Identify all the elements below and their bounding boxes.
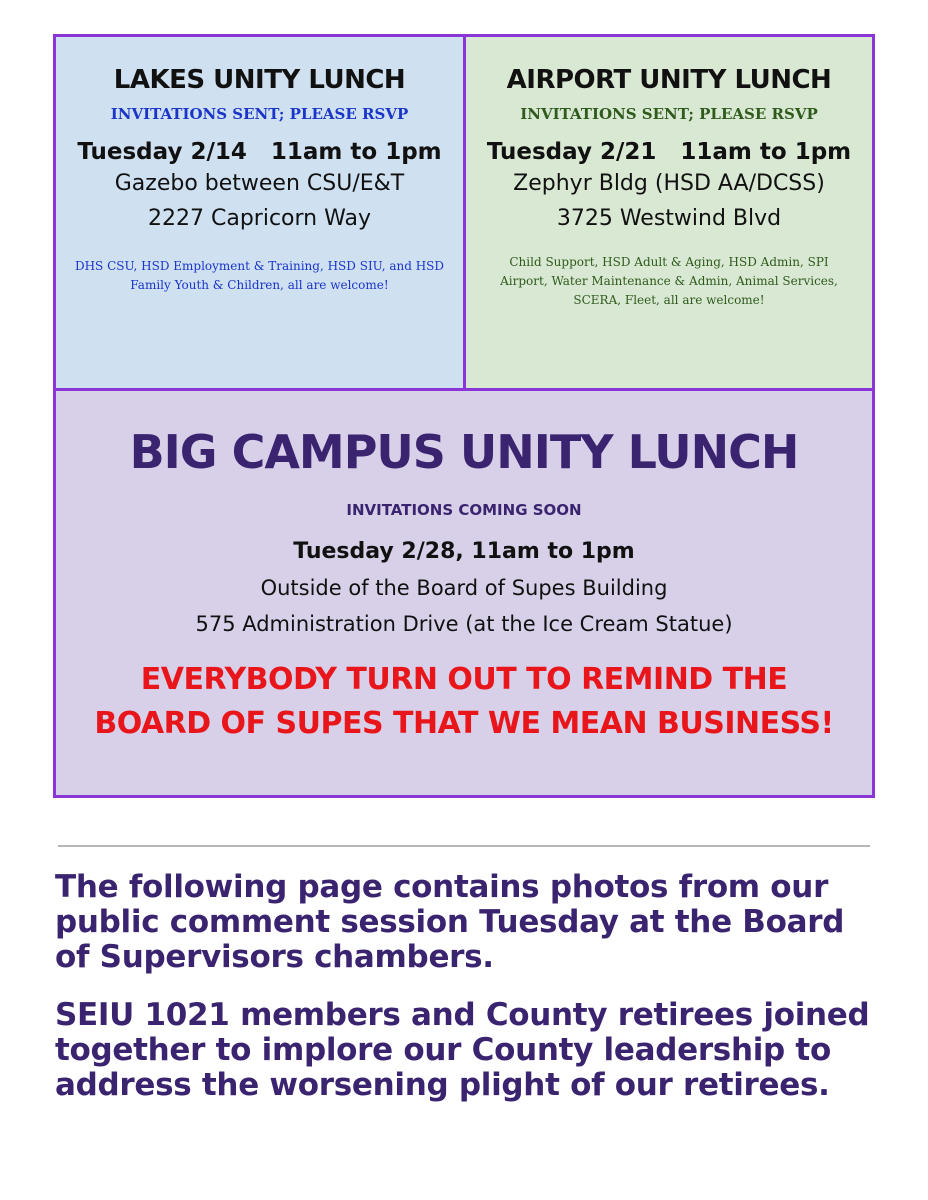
retirees-note-line-3: address the worsening plight of our retirees. bbox=[55, 1067, 830, 1103]
airport-location: Zephyr Bldg (HSD AA/DCSS) bbox=[513, 171, 825, 196]
airport-welcome-line-2: Airport, Water Maintenance & Admin, Animal Services, bbox=[500, 274, 838, 288]
photos-note-line-2: public comment session Tuesday at the Board bbox=[55, 904, 845, 940]
big-campus-status: INVITATIONS COMING SOON bbox=[346, 501, 582, 519]
photos-note bbox=[55, 870, 885, 975]
retirees-note-line-1: SEIU 1021 members and County retirees joined bbox=[55, 997, 870, 1033]
big-campus-address: 575 Administration Drive (at the Ice Cream Statue) bbox=[195, 612, 733, 636]
lakes-welcome-line-1: DHS CSU, HSD Employment & Training, HSD SIU, and HSD bbox=[74, 259, 445, 273]
lakes-location: Gazebo between CSU/E&T bbox=[114, 171, 405, 196]
lakes-rsvp-status: INVITATIONS SENT; PLEASE RSVP bbox=[110, 105, 409, 123]
call-to-action-line-1: EVERYBODY TURN OUT TO REMIND THE bbox=[140, 662, 788, 697]
big-campus-location: Outside of the Board of Supes Building bbox=[260, 576, 668, 600]
airport-title: AIRPORT UNITY LUNCH bbox=[506, 65, 832, 95]
airport-address: 3725 Westwind Blvd bbox=[556, 206, 782, 231]
airport-welcome-line-3: SCERA, Fleet, all are welcome! bbox=[573, 293, 765, 307]
airport-date: Tuesday 2/21 11am to 1pm bbox=[486, 139, 852, 165]
call-to-action-line-2: BOARD OF SUPES THAT WE MEAN BUSINESS! bbox=[94, 706, 834, 741]
big-campus-title: BIG CAMPUS UNITY LUNCH bbox=[129, 425, 799, 479]
lakes-title: LAKES UNITY LUNCH bbox=[113, 65, 406, 95]
big-campus-lunch-panel bbox=[56, 388, 872, 795]
airport-lunch-panel bbox=[466, 37, 872, 388]
events-grid bbox=[53, 34, 875, 798]
lakes-lunch-panel bbox=[56, 37, 466, 388]
lakes-address: 2227 Capricorn Way bbox=[148, 206, 371, 231]
retirees-note-line-2: together to implore our County leadership to bbox=[55, 1032, 831, 1068]
photos-note-line-3: of Supervisors chambers. bbox=[55, 939, 494, 975]
airport-welcome-line-1: Child Support, HSD Adult & Aging, HSD Admin, SPI bbox=[509, 255, 829, 269]
lakes-date: Tuesday 2/14 11am to 1pm bbox=[77, 139, 442, 165]
big-campus-date: Tuesday 2/28, 11am to 1pm bbox=[293, 539, 635, 564]
retirees-note bbox=[55, 998, 885, 1103]
lakes-welcome-line-2: Family Youth & Children, all are welcome! bbox=[130, 278, 389, 292]
airport-rsvp-status: INVITATIONS SENT; PLEASE RSVP bbox=[520, 105, 818, 123]
photos-note-line-1: The following page contains photos from our bbox=[55, 869, 829, 905]
section-divider bbox=[58, 845, 870, 847]
